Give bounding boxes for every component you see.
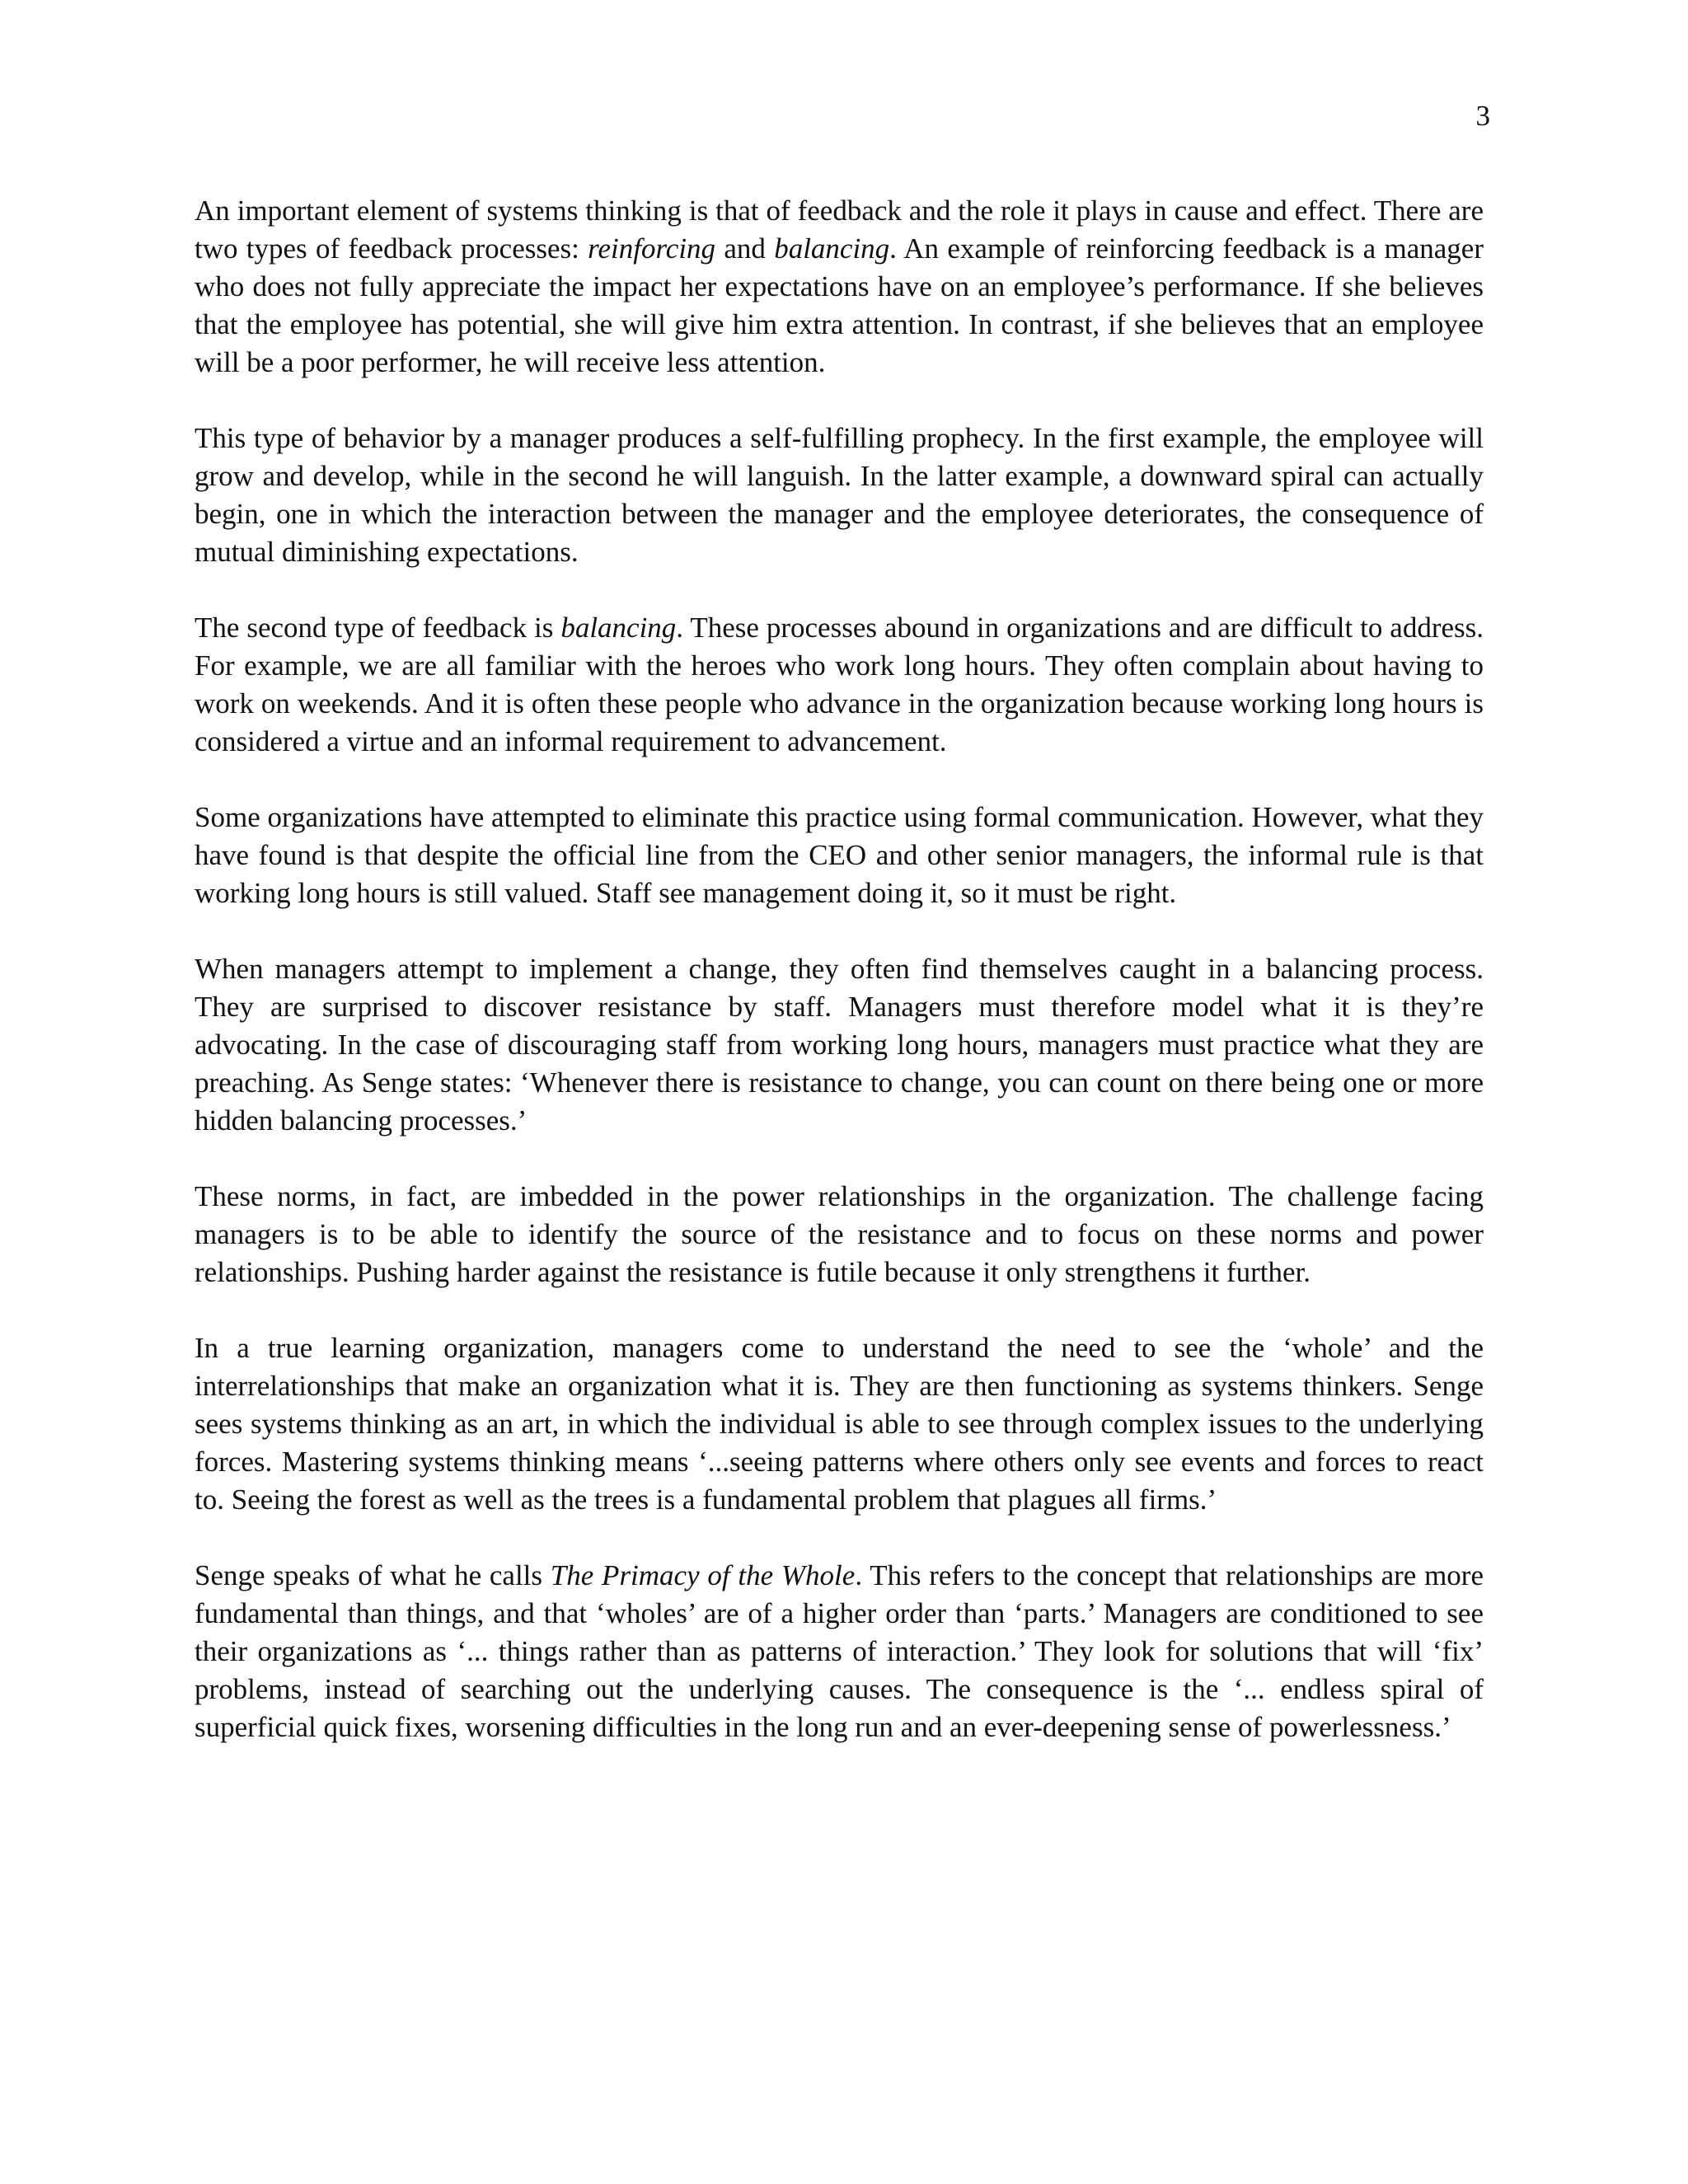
italic-term-reinforcing: reinforcing <box>588 232 716 265</box>
text-segment: . An example of reinforcing feedback is a manager who does not fully appreciate the impact her expectations have on an employee’s performance. If she believes that the employee has potential, she will give him extra attention. In contrast, if she believes that an employee will be a poor performer, he will receive less attention. <box>195 232 1484 378</box>
paragraph-implementing-change: When managers attempt to implement a change, they often find themselves caught in a balancing process. They are surprised to discover resistance by staff. Managers must therefore model what it is they’re advocating. In the case of discouraging staff from working long hours, managers must practice what they are preaching. As Senge states: ‘Whenever there is resistance to change, you can count on there being one or more hidden balancing processes.’ <box>195 953 1484 1137</box>
page-number: 3 <box>1475 100 1490 132</box>
paragraph-learning-organization: In a true learning organization, managers come to understand the need to see the ‘whole’ and the interrelationships that make an organization what it is. They are then functioning as systems thinkers. Senge sees systems thinking as an art, in which the individual is able to see through complex issues to the underlying forces. Mastering systems thinking means ‘...seeing patterns where others only see events and forces to react to. Seeing the forest as well as the trees is a fundamental problem that plagues all firms.’ <box>195 1332 1484 1516</box>
paragraph-feedback-intro <box>195 192 1484 382</box>
text-segment: Senge speaks of what he calls <box>195 1559 551 1591</box>
paragraph-primacy-of-whole <box>195 1557 1484 1746</box>
text-segment: . This refers to the concept that relationships are more fundamental than things, and that ‘wholes’ are of a higher order than ‘parts.’ Managers are conditioned to see their organizations as ‘... things rather than as patterns of interaction.’ They look for solutions that will ‘fix’ problems, instead of searching out the underlying causes. The consequence is the ‘... endless spiral of superficial quick fixes, worsening difficulties in the long run and an ever-deepening sense of powerlessness.’ <box>195 1559 1484 1743</box>
italic-term-balancing: balancing <box>560 612 677 644</box>
text-segment: An important element of systems thinking is that of feedback and the role it plays in cause and effect. There are two types of feedback processes: <box>195 194 1484 265</box>
italic-term-balancing: balancing <box>774 232 890 265</box>
paragraph-balancing-feedback <box>195 609 1484 761</box>
text-segment: and <box>715 232 775 265</box>
paragraph-norms-power: These norms, in fact, are imbedded in the power relationships in the organization. The challenge facing managers is to be able to identify the source of the resistance and to focus on these norms and power relationships. Pushing harder against the resistance is futile because it only strengthens it further. <box>195 1180 1484 1288</box>
text-segment: . These processes abound in organizations and are difficult to address. For example, we are all familiar with the heroes who work long hours. They often complain about having to work on weekends. And it is often these people who advance in the organization because working long hours is considered a virtue and an informal requirement to advancement. <box>195 612 1484 757</box>
paragraph-self-fulfilling-prophecy: This type of behavior by a manager produces a self-fulfilling prophecy. In the first example, the employee will grow and develop, while in the second he will languish. In the latter example, a downward spiral can actually begin, one in which the interaction between the manager and the employee deteriorates, the consequence of mutual diminishing expectations. <box>195 422 1484 568</box>
paragraph-formal-communication: Some organizations have attempted to eliminate this practice using formal communication. However, what they have found is that despite the official line from the CEO and other senior managers, the informal rule is that working long hours is still valued. Staff see management doing it, so it must be right. <box>195 801 1484 909</box>
text-segment: The second type of feedback is <box>195 612 561 644</box>
body-text <box>195 192 1484 1746</box>
italic-title-primacy-of-the-whole: The Primacy of the Whole <box>550 1559 856 1591</box>
